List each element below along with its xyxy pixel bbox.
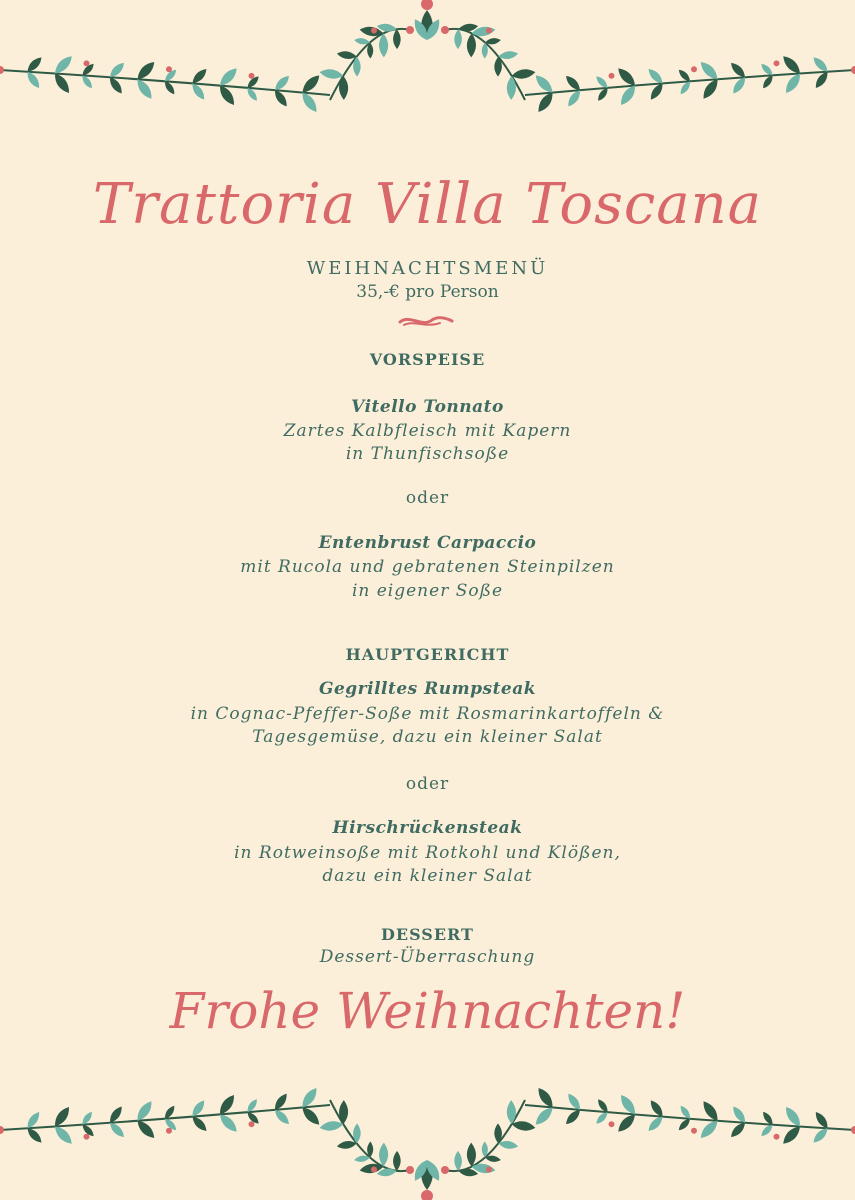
dish-description: Dessert-Überraschung — [319, 947, 536, 967]
closing-greeting: Frohe Weihnachten! — [169, 982, 686, 1040]
dish-name: Gegrilltes Rumpsteak — [318, 679, 537, 699]
dish-name: Vitello Tonnato — [351, 397, 504, 417]
section-heading-main: HAUPTGERICHT — [345, 645, 510, 664]
dish-description: dazu ein kleiner Salat — [322, 866, 533, 886]
dish-name: Hirschrückensteak — [332, 818, 523, 838]
or-separator: oder — [405, 774, 450, 794]
section-heading-dessert: DESSERT — [381, 925, 474, 944]
menu-price: 35,-€ pro Person — [356, 282, 499, 302]
menu-subtitle: WEIHNACHTSMENÜ — [306, 258, 549, 279]
dish-description: in Thunfischsoße — [345, 444, 510, 464]
or-separator: oder — [405, 488, 450, 508]
dish-description: in Rotweinsoße mit Rotkohl und Klößen, — [234, 843, 621, 863]
bottom-garland-decoration — [0, 1040, 855, 1200]
dish-description: mit Rucola und gebratenen Steinpilzen — [240, 557, 615, 577]
dish-description: in eigener Soße — [351, 581, 504, 601]
dish-description: in Cognac-Pfeffer-Soße mit Rosmarinkartoffeln & — [190, 704, 665, 724]
dish-description: Tagesgemüse, dazu ein kleiner Salat — [252, 727, 603, 747]
top-garland-decoration — [0, 0, 855, 160]
dish-name: Entenbrust Carpaccio — [318, 533, 537, 553]
dish-description: Zartes Kalbfleisch mit Kapern — [283, 421, 572, 441]
flourish-ornament — [396, 312, 456, 330]
section-heading-starter: VORSPEISE — [369, 350, 486, 369]
restaurant-title: Trattoria Villa Toscana — [92, 172, 763, 237]
